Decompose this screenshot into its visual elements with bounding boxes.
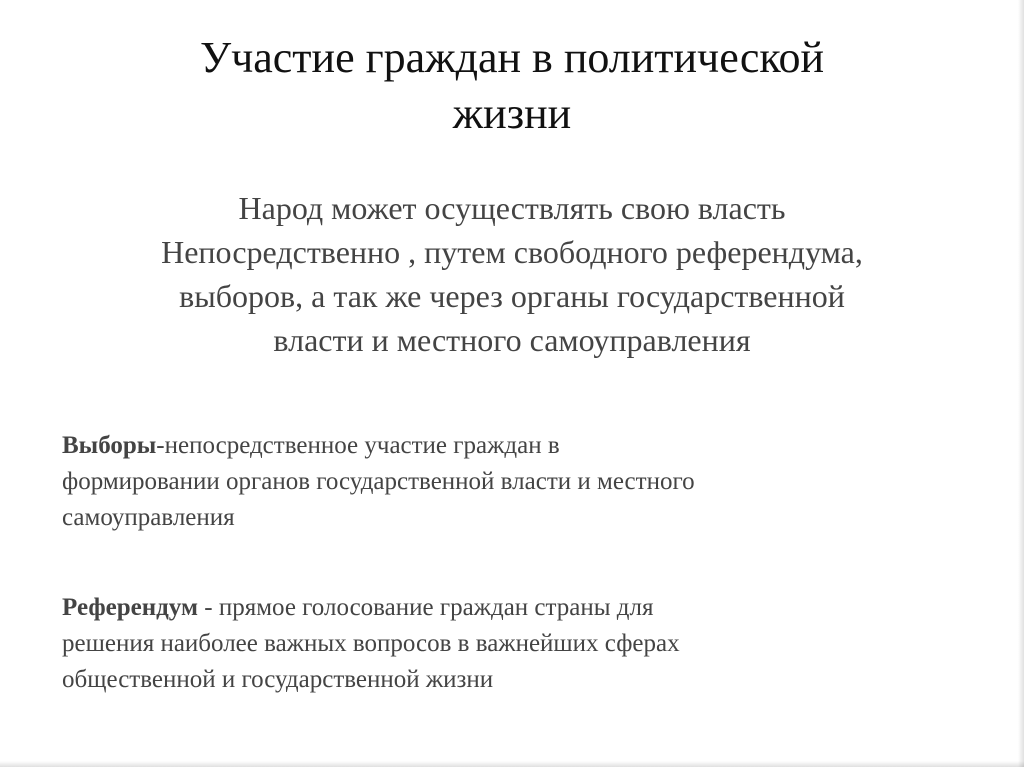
- intro-paragraph: [40, 186, 984, 362]
- definition-referendum: [62, 590, 962, 698]
- slide-edge-shadow-right: [1018, 0, 1024, 767]
- definition-elections-term: Выборы: [62, 432, 157, 459]
- definition-elections-text-1: -непосредственное участие граждан в: [156, 432, 560, 459]
- definition-referendum-term: Референдум: [62, 594, 198, 621]
- intro-line-1: Народ может осуществлять свою власть: [238, 190, 786, 226]
- definition-elections-line-1: [62, 428, 962, 464]
- intro-line-2: Непосредственно , путем свободного референдума,: [161, 234, 863, 270]
- definition-referendum-line-2: решения наиболее важных вопросов в важнейших сферах: [62, 630, 680, 657]
- definition-referendum-text-1: - прямое голосование граждан страны для: [198, 594, 654, 621]
- intro-line-4: власти и местного самоуправления: [273, 322, 751, 358]
- definition-elections-line-2: формировании органов государственной власти и местного: [62, 468, 695, 495]
- intro-line-3: выборов, а так же через органы государственной: [179, 278, 845, 314]
- slide-title-line-1: Участие граждан в политической: [199, 33, 825, 82]
- definition-elections: [62, 428, 962, 536]
- slide-title: [40, 30, 984, 142]
- definition-elections-line-3: самоуправления: [62, 504, 235, 531]
- definition-referendum-line-3: общественной и государственной жизни: [62, 666, 494, 693]
- slide-edge-shadow-bottom: [0, 761, 1024, 767]
- definition-referendum-line-1: [62, 590, 962, 626]
- slide-title-line-2: жизни: [452, 89, 572, 138]
